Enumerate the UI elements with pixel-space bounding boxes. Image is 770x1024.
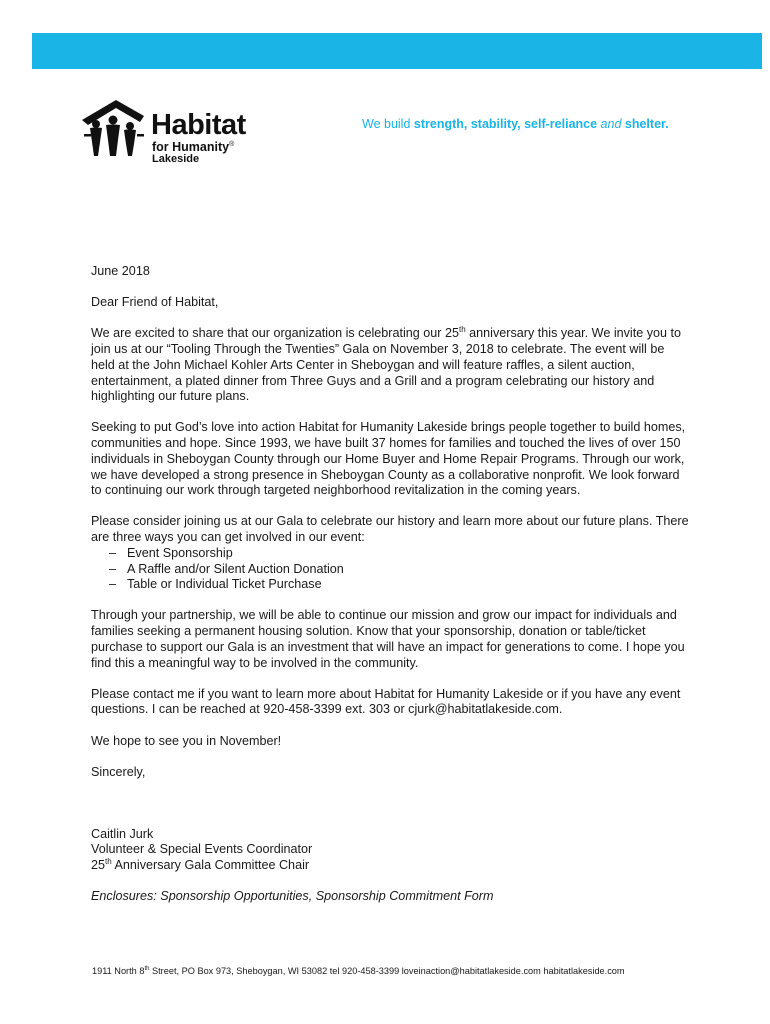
signature-name: Caitlin Jurk: [91, 826, 154, 841]
letter-body: [91, 264, 691, 905]
signature-role-rest: Anniversary Gala Committee Chair: [111, 857, 310, 872]
bullet-dash: –: [109, 545, 117, 560]
footer-address: [92, 966, 625, 976]
logo-name: Habitat: [151, 109, 246, 141]
signature-role-number: 25: [91, 857, 106, 872]
letter-closing: Sincerely,: [91, 764, 146, 779]
letter-salutation: Dear Friend of Habitat,: [91, 295, 219, 310]
signature-title: Volunteer & Special Events Coordinator: [91, 842, 313, 857]
logo-city: Lakeside: [152, 153, 200, 165]
paragraph-4: Through your partnership, we will be able to continue our mission and grow our impact for individuals and families seeking a permanent housing solution. Know that your sponsorship, donation or table/ticket purchase to support our Gala is an investment that will have an impact for generations to come. I hope you find this a meaningful way to be involved in the community.: [91, 608, 685, 670]
header-color-band: [32, 33, 762, 69]
list-item-text: A Raffle and/or Silent Auction Donation: [127, 561, 344, 576]
paragraph-1-superscript: th: [459, 325, 466, 335]
letter-date: June 2018: [91, 264, 150, 278]
bullet-dash: –: [109, 561, 117, 576]
ways-list: [91, 546, 691, 593]
signature-role: [91, 858, 691, 874]
list-item-text: Table or Individual Ticket Purchase: [127, 577, 322, 592]
enclosures-line: Enclosures: Sponsorship Opportunities, Sponsorship Commitment Form: [91, 889, 494, 904]
paragraph-2: Seeking to put God’s love into action Habitat for Humanity Lakeside brings people together to build homes, communities and hope. Since 1993, we have built 37 homes for families and touched the lives of over 150 individuals in Sheboygan County through our Home Buyer and Home Repair Programs. Through our work, we have developed a strong presence in Sheboygan County as a collaborative nonprofit. We look forward to continuing our work through targeted neighborhood revitalization in the coming years.: [91, 420, 686, 498]
logo-registered-mark: ®: [229, 141, 235, 148]
paragraph-1-start: We are excited to share that our organization is celebrating our 25: [91, 326, 459, 341]
list-item-text: Event Sponsorship: [127, 545, 233, 560]
signature-role-superscript: th: [105, 856, 112, 866]
paragraph-6: We hope to see you in November!: [91, 733, 282, 748]
paragraph-1-rest: anniversary this year. We invite you to join us at our “Tooling Through the Twenties” Gala on November 3, 2018 to celebrate. The event will be held at the John Michael Kohler Arts Center in Sheboygan and will feature raffles, a silent auction, entertainment, a plated dinner from Three Guys and a Grill and a program celebrating our history and highlighting our future plans.: [91, 326, 682, 404]
list-item: [91, 562, 691, 578]
footer-superscript: th: [144, 965, 150, 972]
tagline-tail: shelter.: [624, 117, 669, 131]
paragraph-3: Please consider joining us at our Gala to celebrate our history and learn more about our future plans. There are three ways you can get involved in our event:: [91, 514, 689, 545]
tagline-emphasis: [414, 117, 669, 131]
list-item: [91, 577, 691, 593]
paragraph-1: [91, 326, 691, 405]
habitat-logo: [80, 98, 250, 168]
paragraph-5: Please contact me if you want to learn more about Habitat for Humanity Lakeside or if you have any event questions. I can be reached at 920-458-3399 ext. 303 or cjurk@habitatlakeside.com.: [91, 686, 681, 717]
habitat-house-people-icon: [80, 98, 148, 160]
tagline-strong: strength, stability, self-reliance: [413, 117, 598, 131]
footer-start: 1911 North 8: [92, 966, 145, 976]
tagline-and: and: [600, 117, 622, 131]
logo-subtitle-text: for Humanity: [152, 140, 230, 155]
footer-rest: Street, PO Box 973, Sheboygan, WI 53082 tel 920-458-3399 loveinaction@habitatlakeside.com habitatlakeside.com: [149, 966, 625, 976]
logo-subtitle: [152, 138, 234, 154]
tagline-lead: We build: [362, 117, 411, 131]
tagline: [362, 117, 669, 131]
bullet-dash: –: [109, 577, 117, 592]
list-item: [91, 546, 691, 562]
